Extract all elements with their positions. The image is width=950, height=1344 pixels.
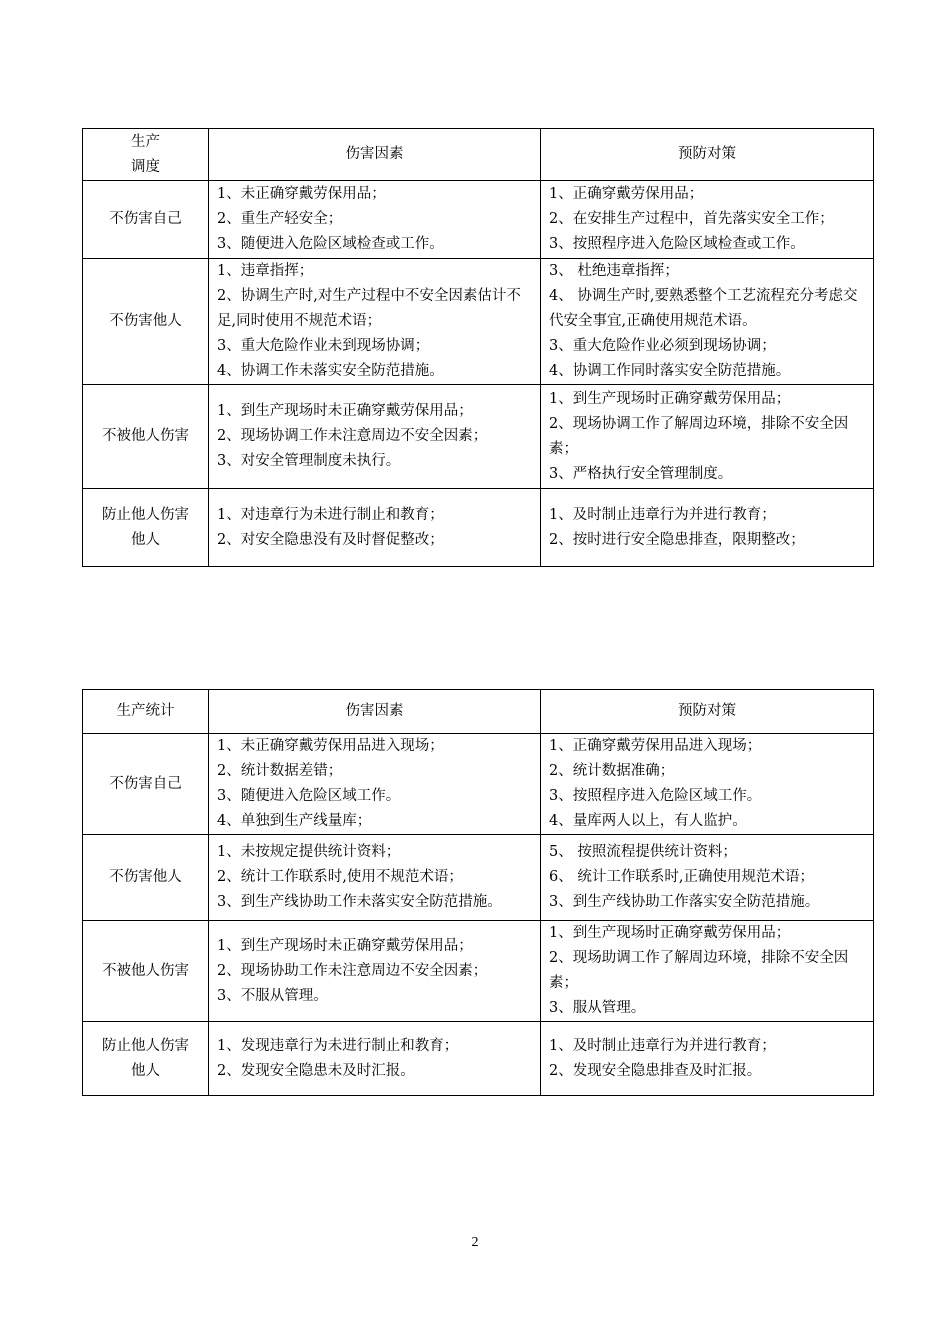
table-row — [83, 1022, 874, 1096]
row-factors: 1、未按规定提供统计资料； 2、统计工作联系时,使用不规范术语； 3、到生产线协助工作未落实安全防范措施。 — [209, 835, 541, 921]
header-category: 生产统计 — [83, 690, 209, 734]
row-category: 不被他人伤害 — [83, 385, 209, 489]
row-category: 不被他人伤害 — [83, 921, 209, 1022]
header-measures: 预防对策 — [541, 690, 874, 734]
row-category: 不伤害自己 — [83, 734, 209, 835]
row-factors: 1、发现违章行为未进行制止和教育； 2、发现安全隐患未及时汇报。 — [209, 1022, 541, 1096]
row-category: 防止他人伤害 他人 — [83, 1022, 209, 1096]
table-production-dispatch — [82, 128, 874, 567]
table-row — [83, 835, 874, 921]
row-measures: 1、及时制止违章行为并进行教育； 2、发现安全隐患排查及时汇报。 — [541, 1022, 874, 1096]
table-row — [83, 734, 874, 835]
header-row — [83, 129, 874, 181]
row-measures: 3、 杜绝违章指挥； 4、 协调生产时,要熟悉整个工艺流程充分考虑交代安全事宜,正确使用规范术语。 3、重大危险作业必须到现场协调； 4、协调工作同时落实安全防范措施。 — [541, 259, 874, 385]
row-measures: 1、到生产现场时正确穿戴劳保用品； 2、现场协调工作了解周边环境，排除不安全因素； 3、严格执行安全管理制度。 — [541, 385, 874, 489]
page-number: 2 — [471, 1235, 479, 1250]
table-production-statistics — [82, 689, 874, 1096]
row-measures: 5、 按照流程提供统计资料； 6、 统计工作联系时,正确使用规范术语； 3、到生产线协助工作落实安全防范措施。 — [541, 835, 874, 921]
table-row — [83, 259, 874, 385]
row-factors: 1、对违章行为未进行制止和教育； 2、对安全隐患没有及时督促整改； — [209, 489, 541, 567]
row-category: 不伤害自己 — [83, 181, 209, 259]
table-row — [83, 489, 874, 567]
row-measures: 1、正确穿戴劳保用品进入现场； 2、统计数据准确； 3、按照程序进入危险区域工作。 4、量库两人以上，有人监护。 — [541, 734, 874, 835]
table-row — [83, 181, 874, 259]
row-factors: 1、到生产现场时未正确穿戴劳保用品； 2、现场协调工作未注意周边不安全因素； 3、对安全管理制度未执行。 — [209, 385, 541, 489]
row-factors: 1、到生产现场时未正确穿戴劳保用品； 2、现场协助工作未注意周边不安全因素； 3、不服从管理。 — [209, 921, 541, 1022]
row-factors: 1、违章指挥； 2、协调生产时,对生产过程中不安全因素估计不足,同时使用不规范术语； 3、重大危险作业未到现场协调； 4、协调工作未落实安全防范措施。 — [209, 259, 541, 385]
row-measures: 1、正确穿戴劳保用品； 2、在安排生产过程中，首先落实安全工作； 3、按照程序进入危险区域检查或工作。 — [541, 181, 874, 259]
row-measures: 1、及时制止违章行为并进行教育； 2、按时进行安全隐患排查，限期整改； — [541, 489, 874, 567]
header-factors: 伤害因素 — [209, 690, 541, 734]
row-factors: 1、未正确穿戴劳保用品进入现场； 2、统计数据差错； 3、随便进入危险区域工作。 4、单独到生产线量库； — [209, 734, 541, 835]
table-row — [83, 385, 874, 489]
row-category: 不伤害他人 — [83, 835, 209, 921]
table-row — [83, 921, 874, 1022]
row-factors: 1、未正确穿戴劳保用品； 2、重生产轻安全； 3、随便进入危险区域检查或工作。 — [209, 181, 541, 259]
header-category: 生产 调度 — [83, 129, 209, 181]
header-row — [83, 690, 874, 734]
row-category: 防止他人伤害 他人 — [83, 489, 209, 567]
row-measures: 1、到生产现场时正确穿戴劳保用品； 2、现场助调工作了解周边环境，排除不安全因素； 3、服从管理。 — [541, 921, 874, 1022]
row-category: 不伤害他人 — [83, 259, 209, 385]
header-measures: 预防对策 — [541, 129, 874, 181]
header-factors: 伤害因素 — [209, 129, 541, 181]
